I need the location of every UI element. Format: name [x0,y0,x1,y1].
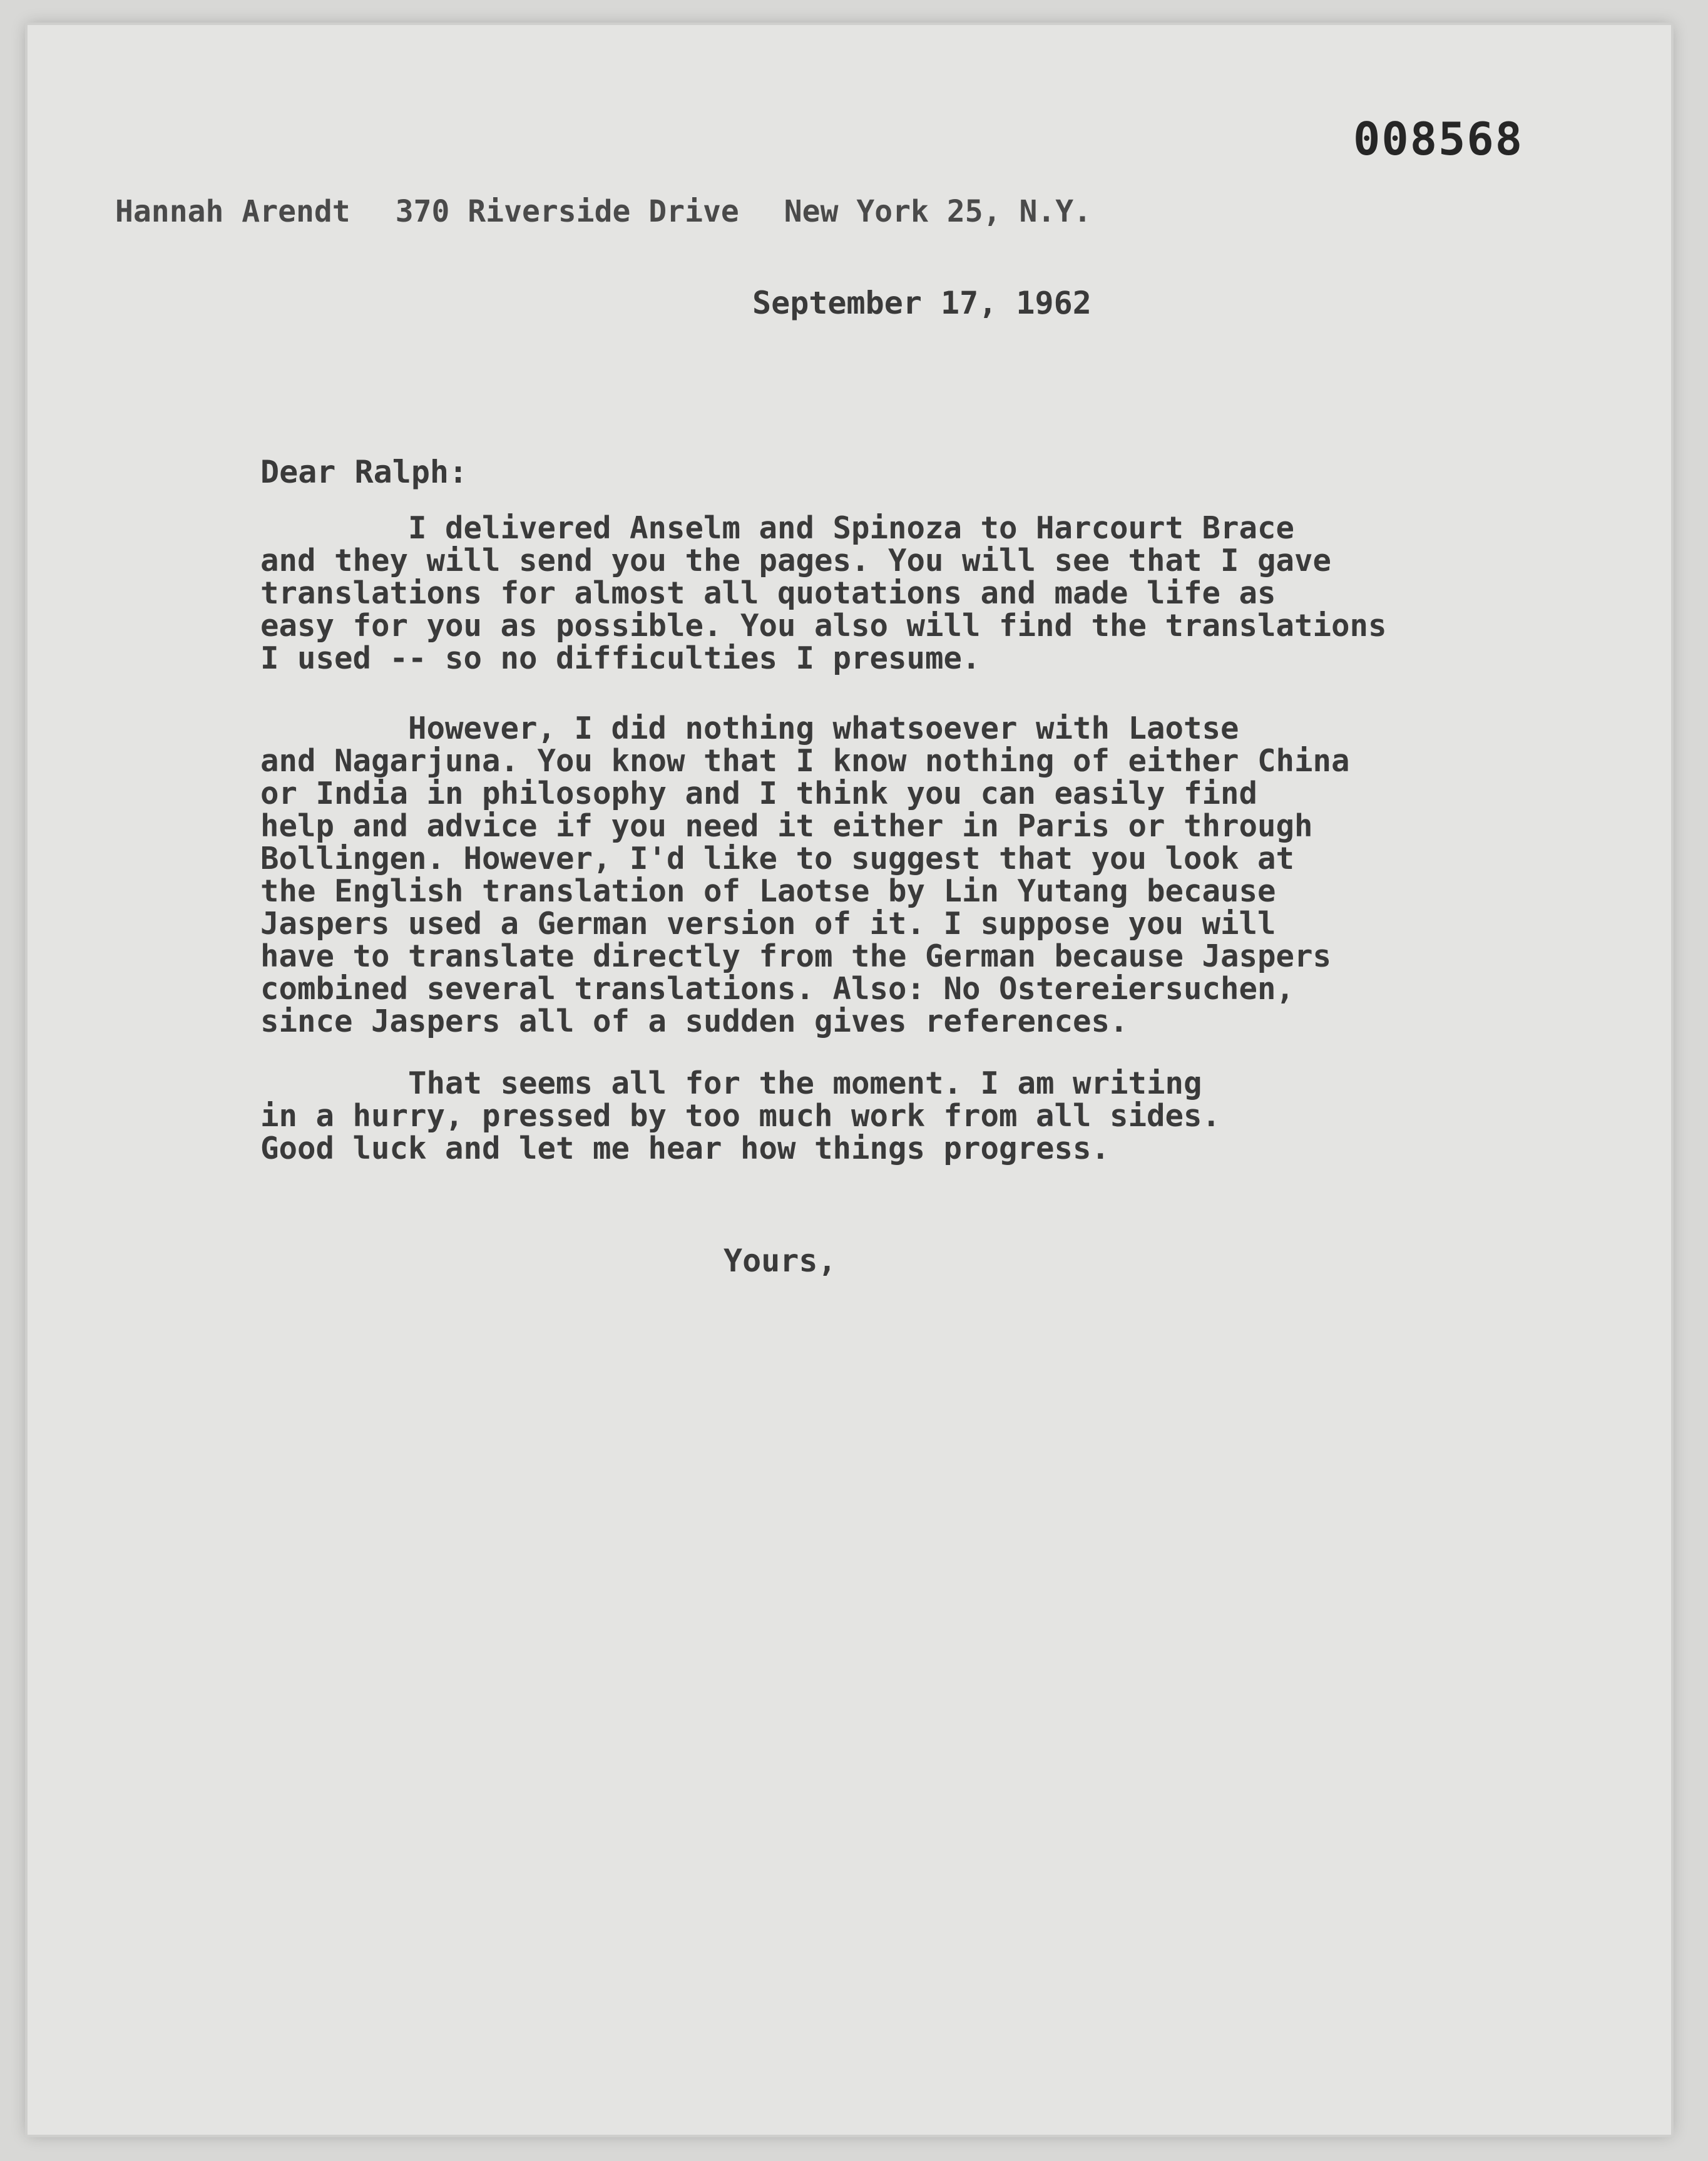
closing: Yours, [724,1243,837,1279]
document-number: 008568 [1353,113,1524,165]
body-paragraph-3: That seems all for the moment. I am writing in a hurry, pressed by too much work from all sides. Good luck and let me hear how things progress. [260,1065,1221,1166]
letterhead [115,194,1092,229]
salutation: Dear Ralph: [260,454,468,490]
letterhead-street: 370 Riverside Drive [395,194,739,229]
body-paragraph-2: However, I did nothing whatsoever with Laotse and Nagarjuna. You know that I know nothing of either China or India in philosophy and I think you can easily find help and advice if you need it either in Paris or through Bollingen. However, I'd like to suggest that you look at the English translation of Laotse by Lin Yutang because Jaspers used a German version of it. I suppose you will have to translate directly from the German because Jaspers combined several translations. Also: No Ostereiersuchen, since Jaspers all of a sudden gives references. [260,711,1350,1039]
letterhead-name: Hannah Arendt [115,194,350,229]
letter-sheet [28,25,1671,2135]
body-paragraph-1: I delivered Anselm and Spinoza to Harcourt Brace and they will send you the pages. You will see that I gave translations for almost all quotations and made life as easy for you as possible. You also will find the translations I used -- so no difficulties I presume. [260,510,1387,676]
letterhead-city: New York 25, N.Y. [784,194,1092,229]
letter-date: September 17, 1962 [752,285,1092,321]
